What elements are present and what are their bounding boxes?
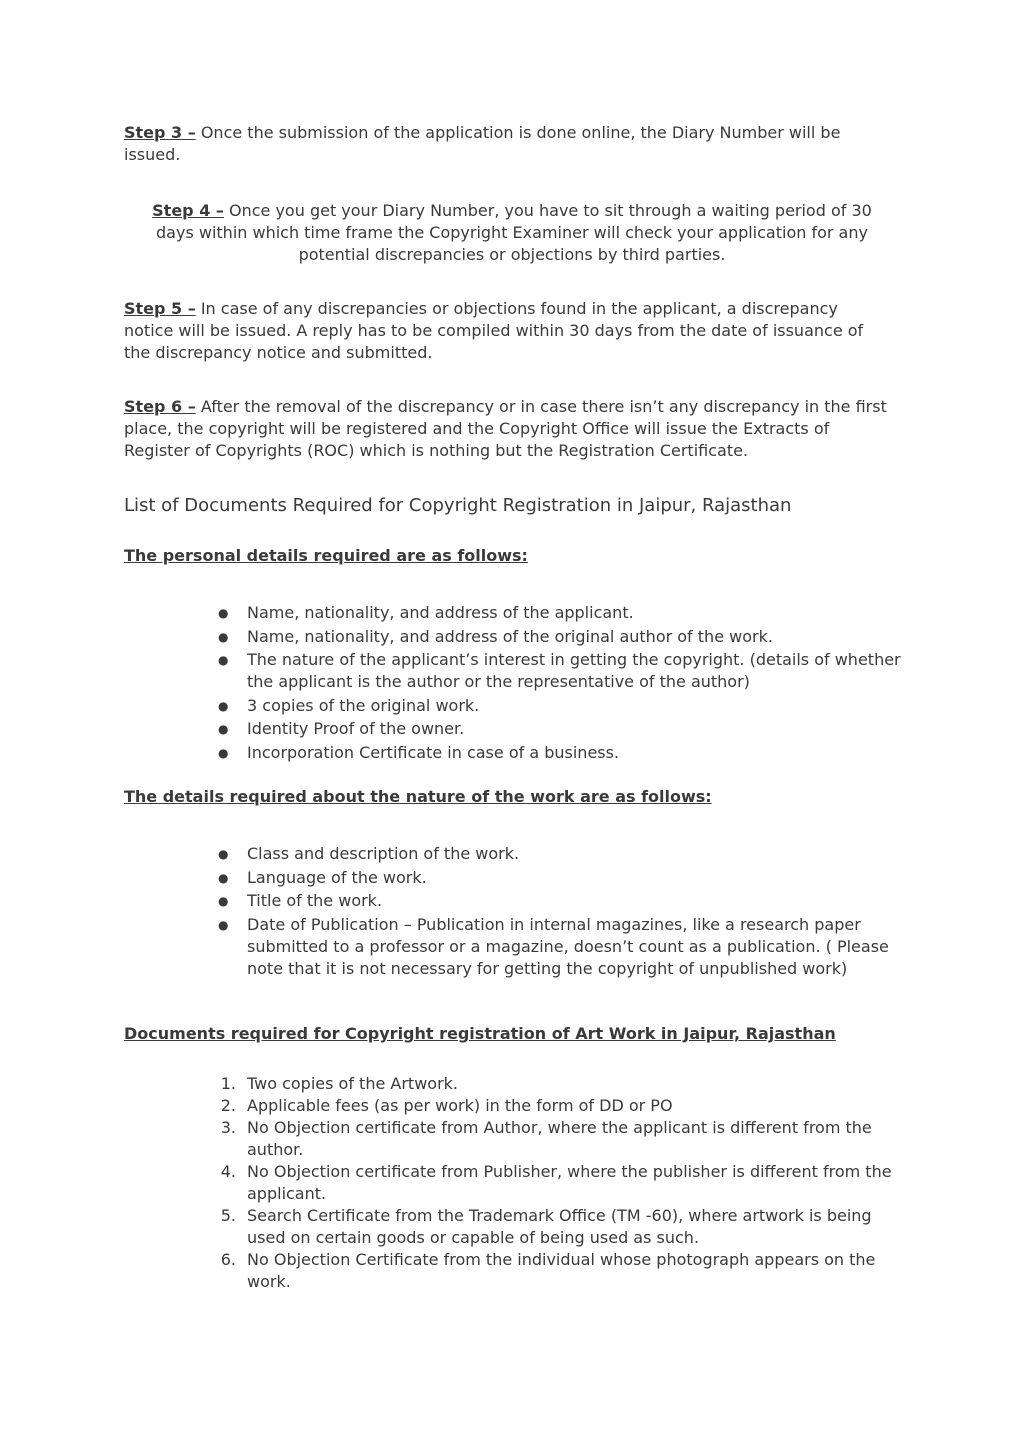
list-item: ● Class and description of the work. [214, 843, 904, 865]
list-item [214, 1073, 904, 1095]
personal-details-list [214, 602, 904, 765]
step-3-paragraph [124, 122, 890, 166]
step-5-text: In case of any discrepancies or objections found in the applicant, a discrepancy notice will be issued. A reply has to be compiled within 30 days from the date of issuance of the discrepancy notice and submitted. [124, 299, 864, 362]
list-item: ● The nature of the applicant’s interest in getting the copyright. (details of whether the applicant is the author or the representative of the author) [214, 649, 904, 693]
list-item: ● Name, nationality, and address of the original author of the work. [214, 626, 904, 648]
personal-details-heading: The personal details required are as follows: [124, 546, 528, 565]
list-item: ● Incorporation Certificate in case of a business. [214, 742, 904, 764]
list-item: ● Title of the work. [214, 890, 904, 912]
list-item [214, 1161, 904, 1205]
list-item [214, 1117, 904, 1161]
step-4-label: Step 4 – [152, 201, 224, 220]
step-3-text: Once the submission of the application is done online, the Diary Number will be issued. [124, 123, 841, 164]
artwork-documents-heading: Documents required for Copyright registration of Art Work in Jaipur, Rajasthan [124, 1024, 836, 1043]
step-5-paragraph [124, 298, 890, 364]
list-number: 5. [220, 1206, 236, 1225]
list-item-text: No Objection certificate from Author, where the applicant is different from the author. [247, 1118, 872, 1159]
list-number: 1. [220, 1074, 236, 1093]
list-item-text: Applicable fees (as per work) in the form of DD or PO [247, 1096, 673, 1115]
step-5-label: Step 5 – [124, 299, 196, 318]
step-6-text: After the removal of the discrepancy or in case there isn’t any discrepancy in the first place, the copyright will be registered and the Copyright Office will issue the Extracts of Register of Copyrights (ROC) which is nothing but the Registration Certificate. [124, 397, 887, 460]
list-item: ● Identity Proof of the owner. [214, 718, 904, 740]
work-details-heading: The details required about the nature of the work are as follows: [124, 787, 712, 806]
step-6-paragraph [124, 396, 890, 462]
artwork-documents-list [214, 1073, 904, 1293]
list-item-text: No Objection certificate from Publisher, where the publisher is different from the applicant. [247, 1162, 892, 1203]
step-3-label: Step 3 – [124, 123, 196, 142]
list-item [214, 1205, 904, 1249]
step-4-paragraph [134, 200, 890, 266]
list-item: ● 3 copies of the original work. [214, 695, 904, 717]
list-number: 3. [220, 1118, 236, 1137]
list-item-text: Search Certificate from the Trademark Office (TM -60), where artwork is being used on certain goods or capable of being used as such. [247, 1206, 872, 1247]
list-number: 2. [220, 1096, 236, 1115]
list-item-text: Two copies of the Artwork. [247, 1074, 458, 1093]
list-item [214, 1095, 904, 1117]
list-number: 4. [220, 1162, 236, 1181]
list-item-text: No Objection Certificate from the individual whose photograph appears on the work. [247, 1250, 876, 1291]
step-4-text: Once you get your Diary Number, you have to sit through a waiting period of 30 days within which time frame the Copyright Examiner will check your application for any potential discrepancies or objections by third parties. [156, 201, 872, 264]
list-item: ● Language of the work. [214, 867, 904, 889]
work-details-list [214, 843, 904, 981]
step-6-label: Step 6 – [124, 397, 196, 416]
list-item: ● Date of Publication – Publication in internal magazines, like a research paper submitted to a professor or a magazine, doesn’t count as a publication. ( Please note that it is not necessary for getting the copyright of unpublished work) [214, 914, 904, 980]
list-item [214, 1249, 904, 1293]
list-number: 6. [220, 1250, 236, 1269]
list-item: ● Name, nationality, and address of the applicant. [214, 602, 904, 624]
documents-title: List of Documents Required for Copyright Registration in Jaipur, Rajasthan [124, 495, 792, 516]
